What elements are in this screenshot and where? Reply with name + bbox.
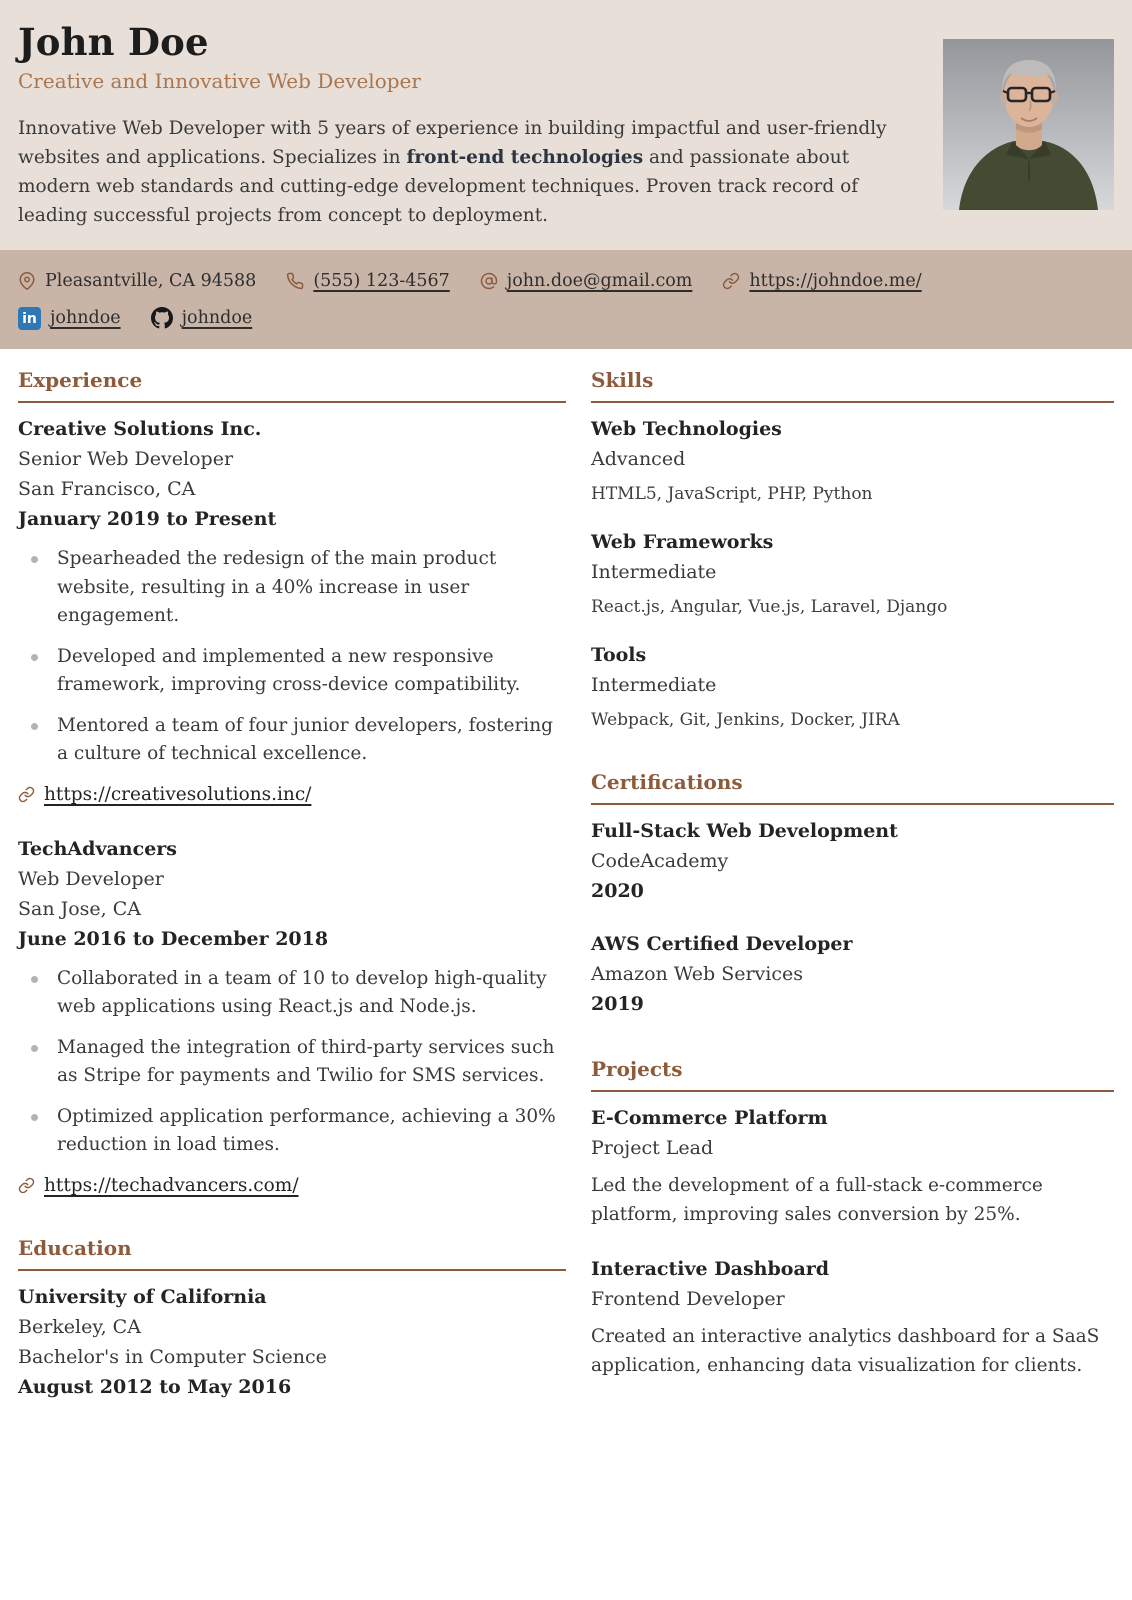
phone-icon [286, 272, 304, 290]
job-entry [18, 834, 566, 1198]
link-icon [18, 786, 35, 803]
job-dates: January 2019 to Present [18, 508, 277, 530]
job-highlight: Optimized application performance, achieving a 30% reduction in load times. [57, 1103, 566, 1160]
project-name: Interactive Dashboard [591, 1258, 830, 1280]
phone-text: (555) 123-4567 [313, 271, 450, 291]
summary-text-after: and passionate about modern web standards and cutting-edge development techniques. Proven track record of leading successful projects from concept to deployment. [18, 147, 859, 227]
project-description: Created an interactive analytics dashboard for a SaaS application, enhancing data visualization for clients. [591, 1326, 1100, 1376]
map-pin-icon [18, 272, 36, 290]
job-highlight: Mentored a team of four junior developers, fostering a culture of technical excellence. [57, 712, 566, 769]
company-url-link[interactable] [18, 784, 311, 805]
website-text: https://johndoe.me/ [749, 271, 922, 291]
company-url-link[interactable] [18, 1175, 299, 1196]
company-name: Creative Solutions Inc. [18, 418, 262, 440]
experience-heading: Experience [18, 368, 566, 403]
person-name: John Doe [18, 20, 209, 64]
job-highlight: Managed the integration of third-party services such as Stripe for payments and Twilio for SMS services. [57, 1034, 566, 1091]
person-title: Creative and Innovative Web Developer [18, 69, 421, 94]
certification-issuer: CodeAcademy [591, 850, 729, 872]
skill-group [591, 527, 1114, 619]
certification-title: AWS Certified Developer [591, 933, 853, 955]
certifications-heading: Certifications [591, 770, 1114, 805]
certification-issuer: Amazon Web Services [591, 963, 804, 985]
contact-bar [0, 250, 1132, 349]
job-entry [18, 414, 566, 807]
github-icon [151, 307, 173, 329]
contact-row-primary [18, 267, 1114, 295]
linkedin-link[interactable] [18, 307, 121, 330]
skill-group-name: Tools [591, 644, 647, 666]
education-dates: August 2012 to May 2016 [18, 1375, 292, 1398]
job-highlight: Collaborated in a team of 10 to develop high-quality web applications using React.js and Node.js. [57, 965, 566, 1022]
github-username: johndoe [181, 308, 253, 328]
certification-entry [591, 816, 1114, 906]
skill-level: Intermediate [591, 674, 717, 696]
school-location: Berkeley, CA [18, 1315, 141, 1338]
profile-photo-illustration [943, 39, 1114, 210]
website-link[interactable] [722, 271, 921, 291]
summary-text: Innovative Web Developer with 5 years of experience in building impactful and user-friendly websites and applications. Specializes in [18, 118, 887, 169]
summary-bold-text: front-end technologies [406, 147, 644, 169]
project-description: Led the development of a full-stack e-commerce platform, improving sales conversion by 25%. [591, 1175, 1043, 1225]
skill-group [591, 414, 1114, 506]
company-name: TechAdvancers [18, 837, 177, 860]
job-location: San Jose, CA [18, 897, 142, 920]
skills-heading: Skills [591, 368, 1114, 403]
at-sign-icon [480, 272, 498, 290]
company-url-text: https://creativesolutions.inc/ [44, 783, 312, 805]
certifications-section [591, 770, 1114, 1019]
project-name: E-Commerce Platform [591, 1107, 828, 1129]
linkedin-icon: in [18, 307, 41, 330]
job-location: San Francisco, CA [18, 478, 196, 500]
skill-keywords: HTML5, JavaScript, PHP, Python [591, 484, 873, 504]
email-link[interactable] [480, 271, 693, 291]
skills-section [591, 368, 1114, 732]
job-highlight: Spearheaded the redesign of the main product website, resulting in a 40% increase in user engagement. [57, 545, 566, 631]
phone-link[interactable] [286, 271, 449, 291]
profile-photo [943, 39, 1114, 210]
link-icon [722, 272, 740, 290]
degree: Bachelor's in Computer Science [18, 1345, 327, 1368]
skill-level: Intermediate [591, 561, 717, 583]
project-entry [591, 1103, 1114, 1229]
summary-paragraph [18, 114, 913, 230]
link-icon [18, 1177, 35, 1194]
skill-keywords: Webpack, Git, Jenkins, Docker, JIRA [591, 710, 900, 730]
left-column [18, 368, 566, 1440]
job-highlights [18, 965, 566, 1160]
skill-group-name: Web Frameworks [591, 531, 774, 553]
linkedin-username: johndoe [50, 308, 121, 328]
certification-year: 2019 [591, 993, 644, 1015]
projects-section [591, 1057, 1114, 1380]
email-text: john.doe@gmail.com [506, 271, 693, 291]
company-url-text: https://techadvancers.com/ [44, 1174, 299, 1196]
location-text: Pleasantville, CA 94588 [45, 271, 257, 291]
location-item [18, 271, 256, 291]
github-link[interactable] [151, 307, 253, 329]
project-role: Frontend Developer [591, 1288, 785, 1310]
job-highlight: Developed and implemented a new responsive framework, improving cross-device compatibility. [57, 643, 566, 700]
experience-section [18, 368, 566, 1198]
right-column [591, 368, 1114, 1418]
job-highlights [18, 545, 566, 769]
certification-title: Full-Stack Web Development [591, 820, 898, 842]
education-heading: Education [18, 1236, 566, 1271]
job-role: Web Developer [18, 867, 164, 890]
header [0, 0, 1132, 250]
skill-group [591, 640, 1114, 732]
projects-heading: Projects [591, 1057, 1114, 1092]
project-entry [591, 1254, 1114, 1380]
project-role: Project Lead [591, 1137, 714, 1159]
contact-row-social [18, 304, 1114, 332]
skill-keywords: React.js, Angular, Vue.js, Laravel, Django [591, 597, 948, 617]
job-dates: June 2016 to December 2018 [18, 927, 329, 950]
main-content [0, 368, 1132, 1440]
skill-group-name: Web Technologies [591, 418, 782, 440]
certification-year: 2020 [591, 880, 644, 902]
certification-entry [591, 929, 1114, 1019]
education-section [18, 1236, 566, 1402]
job-role: Senior Web Developer [18, 448, 234, 470]
school-name: University of California [18, 1285, 267, 1308]
skill-level: Advanced [591, 448, 686, 470]
